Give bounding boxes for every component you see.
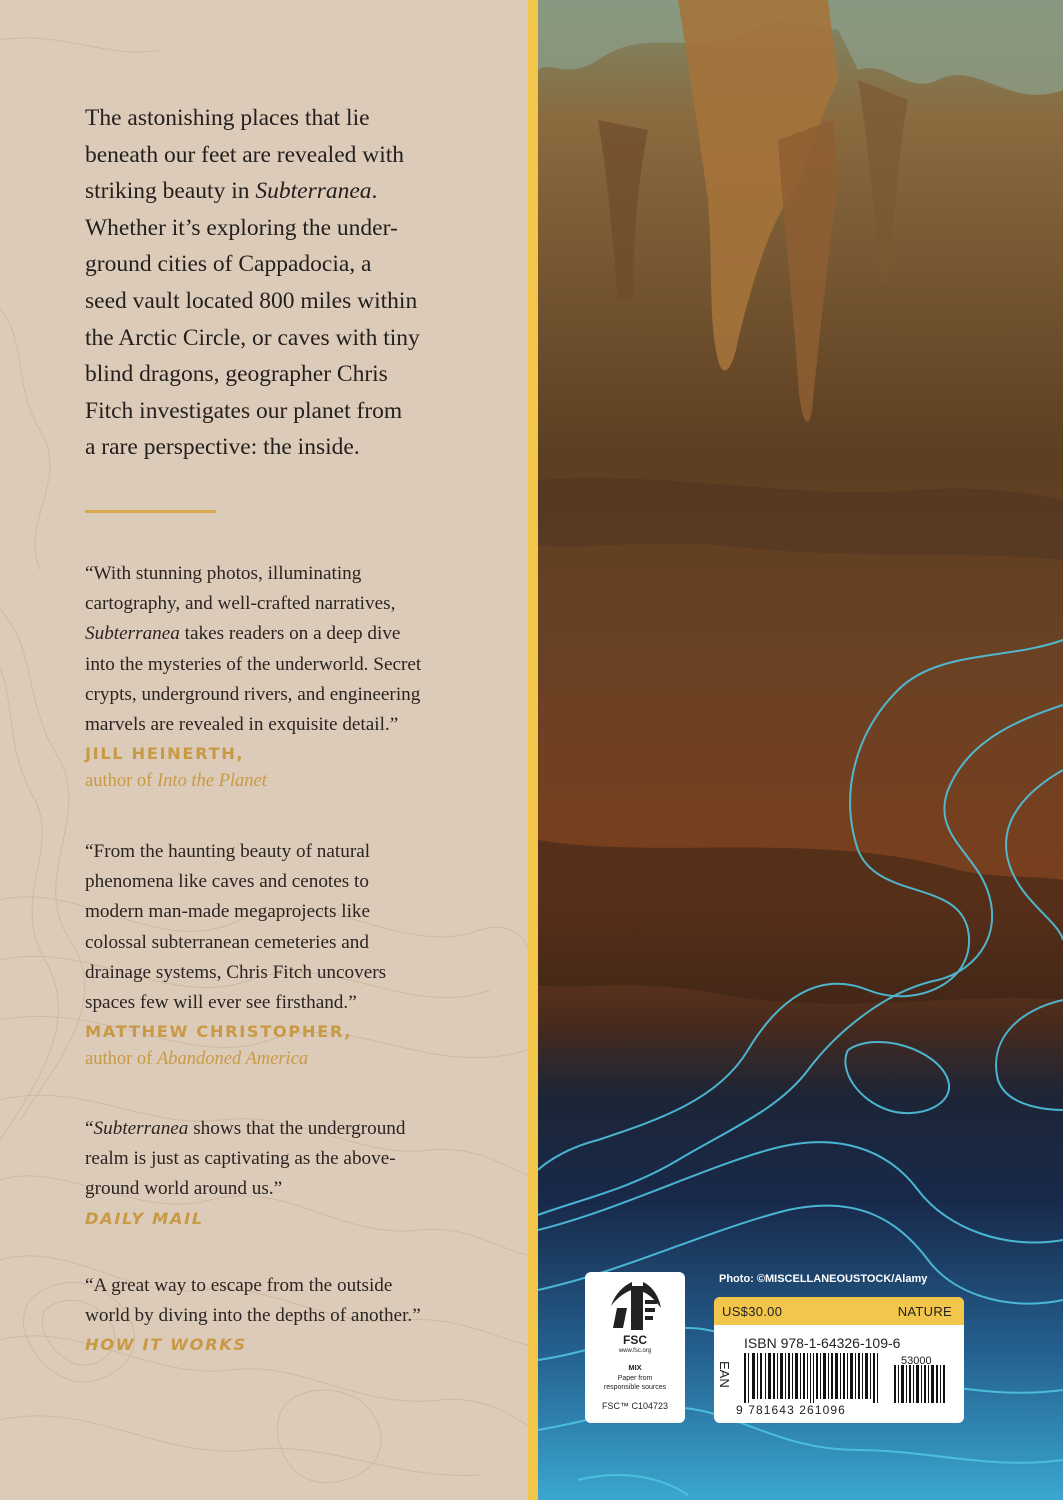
ean-label: EAN (717, 1361, 732, 1388)
quote-line (85, 1114, 480, 1144)
quote-line: world by diving into the depths of another.” (85, 1305, 421, 1327)
blurb-text (85, 100, 485, 466)
quote-line: drainage systems, Chris Fitch uncovers (85, 961, 387, 983)
quote-author-role (85, 768, 480, 794)
fsc-name: FSC (623, 1333, 647, 1347)
blurb-line: Whether it’s exploring the under- (85, 214, 398, 241)
isbn: ISBN 978-1-64326-109-6 (744, 1335, 901, 1351)
review-quote-2 (85, 837, 480, 1072)
fsc-mix: MIX (628, 1363, 642, 1372)
section-divider (85, 510, 216, 513)
blurb-line: the Arctic Circle, or caves with tiny (85, 324, 420, 351)
quote-line: crypts, underground rivers, and engineering (85, 683, 421, 705)
blurb (85, 100, 485, 466)
quote-line: into the mysteries of the underworld. Secret (85, 653, 422, 675)
quote-attribution: HOW IT WORKS (85, 1335, 247, 1355)
quote-line: “From the haunting beauty of natural (85, 841, 371, 862)
blurb-line: seed vault located 800 miles within (85, 287, 418, 314)
quote-line: marvels are revealed in exquisite detail.” (85, 714, 399, 736)
quote-line: cartography, and well-crafted narratives, (85, 593, 396, 615)
quote-attribution: DAILY MAIL (85, 1208, 204, 1228)
blurb-line: Fitch investigates our planet from (85, 397, 403, 424)
quote-line: modern man-made megaprojects like (85, 901, 371, 923)
blurb-line: ground cities of Cappadocia, a (85, 251, 372, 278)
review-quote-3 (85, 1114, 480, 1233)
blurb-line (85, 173, 485, 210)
book-title: Subterranea (85, 623, 180, 645)
blurb-line: blind dragons, geographer Chris (85, 361, 388, 388)
quote-line (85, 619, 480, 649)
fsc-tree-check-icon (603, 1278, 665, 1336)
photo-credit: Photo: ©MISCELLANEOUSTOCK/Alamy (719, 1273, 928, 1285)
quote-line-rest: shows that the underground (188, 1118, 406, 1139)
quote-line: “With stunning photos, illuminating (85, 563, 362, 584)
fsc-paper-line: responsible sources (603, 1384, 667, 1391)
role-prefix: author of (85, 771, 157, 792)
quote-line: “A great way to escape from the outside (85, 1275, 393, 1296)
barcode-panel (714, 1297, 964, 1423)
price: US$30.00 (722, 1304, 783, 1319)
fsc-code: FSC™ C104723 (601, 1401, 669, 1411)
quote-author-role (85, 1046, 480, 1072)
quote-line: phenomena like caves and cenotes to (85, 871, 369, 893)
book-title: Subterranea (255, 178, 372, 205)
quote-attribution: JILL HEINERTH, (85, 744, 245, 764)
blurb-line: beneath our feet are revealed with (85, 141, 405, 168)
quote-line: spaces few will ever see firsthand.” (85, 992, 357, 1014)
fsc-paper-line: Paper from (617, 1375, 653, 1382)
category: NATURE (897, 1304, 952, 1319)
quote-line: colossal subterranean cemeteries and (85, 931, 369, 953)
fsc-paper-text (585, 1374, 685, 1392)
role-book-title: Into the Planet (156, 771, 267, 792)
back-cover-text-panel (0, 0, 528, 1500)
barcode-number: 9 781643 261096 (736, 1403, 846, 1417)
blurb-line-start: striking beauty in (85, 178, 256, 205)
fsc-certification-label (585, 1272, 685, 1423)
quote-line-rest: takes readers on a deep dive (179, 623, 401, 645)
yellow-border-stripe (528, 0, 538, 1500)
blurb-line: The astonishing places that lie (85, 105, 370, 131)
addon-number: 53000 (901, 1355, 932, 1367)
blurb-line-end: . (371, 178, 378, 205)
quote-line: realm is just as captivating as the above- (85, 1148, 396, 1170)
role-book-title: Abandoned America (156, 1049, 309, 1070)
quote-attribution: MATTHEW CHRISTOPHER, (85, 1022, 353, 1042)
open-quote: “ (85, 1118, 94, 1139)
book-title: Subterranea (93, 1118, 189, 1139)
blurb-line: a rare perspective: the inside. (85, 434, 360, 461)
role-prefix: author of (85, 1049, 157, 1070)
review-quote-1 (85, 559, 480, 794)
review-quote-4 (85, 1271, 480, 1359)
fsc-url: www.fsc.org (618, 1348, 652, 1354)
quote-line: ground world around us.” (85, 1178, 283, 1200)
